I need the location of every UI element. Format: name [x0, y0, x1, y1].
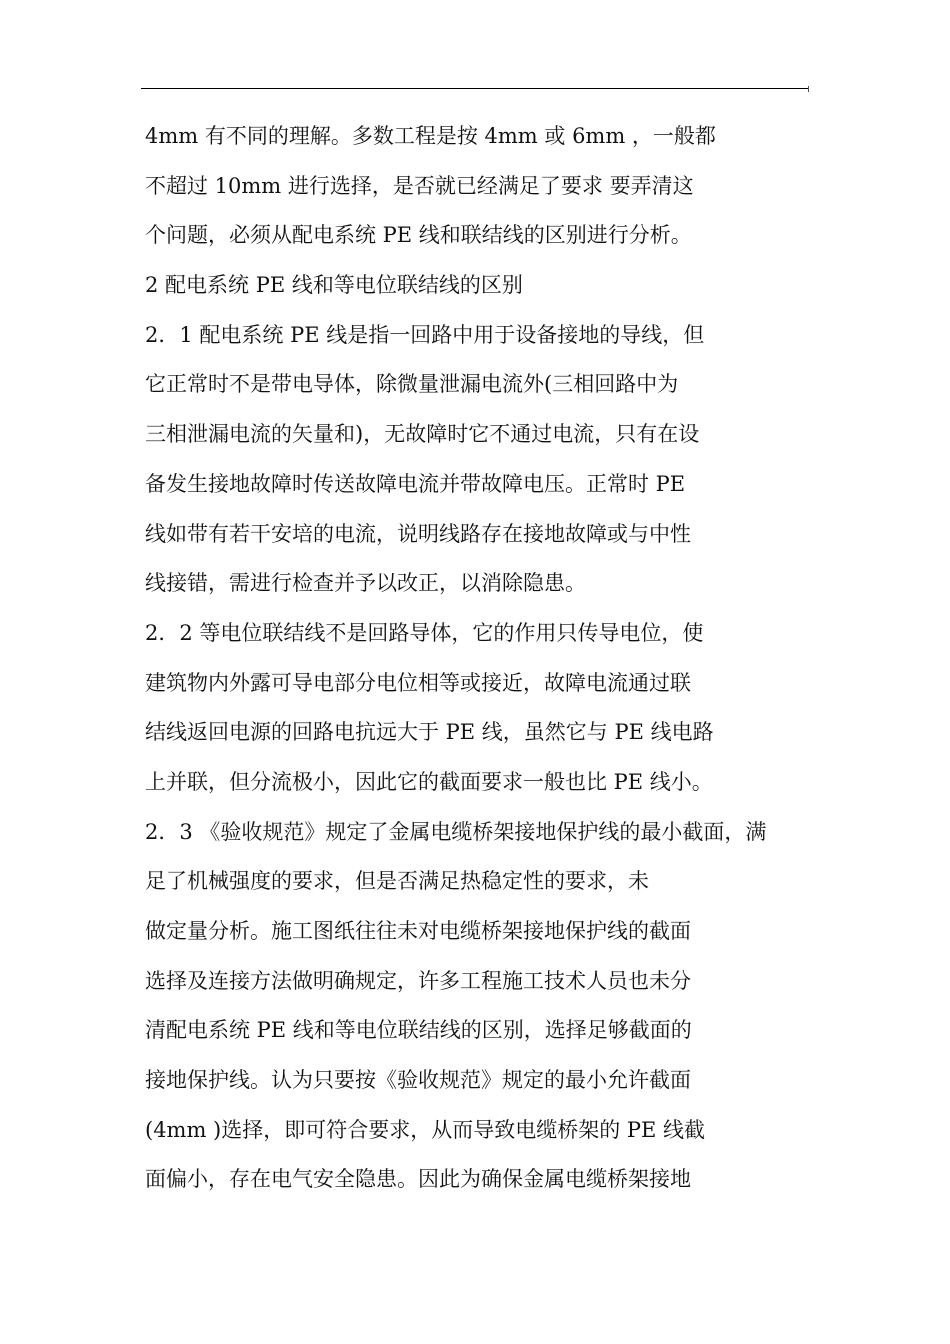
text-line: 上并联，但分流极小，因此它的截面要求一般也比 PE 线小。	[145, 769, 713, 794]
header-rule	[141, 88, 809, 89]
text-line: 线如带有若干安培的电流，说明线路存在接地故障或与中性	[145, 521, 691, 546]
text-line: 不超过 10mm 进行选择，是否就已经满足了要求 要弄清这	[145, 173, 694, 198]
text-line: 选择及连接方法做明确规定，许多工程施工技术人员也未分	[145, 968, 691, 993]
text-line: 接地保护线。认为只要按《验收规范》规定的最小允许截面	[145, 1068, 691, 1093]
text-line: 4mm 有不同的理解。多数工程是按 4mm 或 6mm ，一般都	[145, 124, 716, 148]
text-line: 个问题，必须从配电系统 PE 线和联结线的区别进行分析。	[145, 223, 692, 248]
header-rule-end-mark	[808, 86, 809, 92]
text-line: 结线返回电源的回路电抗远大于 PE 线，虽然它与 PE 线电路	[145, 720, 714, 745]
text-line: 2．2 等电位联结线不是回路导体，它的作用只传导电位，使	[145, 620, 704, 645]
text-line: (4mm )选择，即可符合要求，从而导致电缆桥架的 PE 线截	[145, 1117, 706, 1142]
text-line: 清配电系统 PE 线和等电位联结线的区别，选择足够截面的	[145, 1018, 692, 1043]
text-line: 面偏小，存在电气安全隐患。因此为确保金属电缆桥架接地	[145, 1167, 691, 1192]
text-line: 备发生接地故障时传送故障电流并带故障电压。正常时 PE	[145, 471, 686, 496]
text-line: 三相泄漏电流的矢量和)，无故障时它不通过电流，只有在设	[145, 422, 700, 447]
text-line: 2．1 配电系统 PE 线是指一回路中用于设备接地的导线，但	[145, 322, 705, 347]
text-line: 足了机械强度的要求，但是否满足热稳定性的要求，未	[145, 869, 649, 894]
section-heading: 2 配电系统 PE 线和等电位联结线的区别	[145, 273, 523, 298]
text-line: 它正常时不是带电导体，除微量泄漏电流外(三相回路中为	[145, 372, 679, 397]
text-line: 线接错，需进行检查并予以改正，以消除隐患。	[145, 571, 586, 596]
body-text	[145, 116, 845, 1209]
text-line: 建筑物内外露可导电部分电位相等或接近，故障电流通过联	[145, 670, 691, 695]
text-line: 2．3 《验收规范》规定了金属电缆桥架接地保护线的最小截面，满	[145, 819, 767, 844]
text-line: 做定量分析。施工图纸往往未对电缆桥架接地保护线的截面	[145, 919, 691, 943]
